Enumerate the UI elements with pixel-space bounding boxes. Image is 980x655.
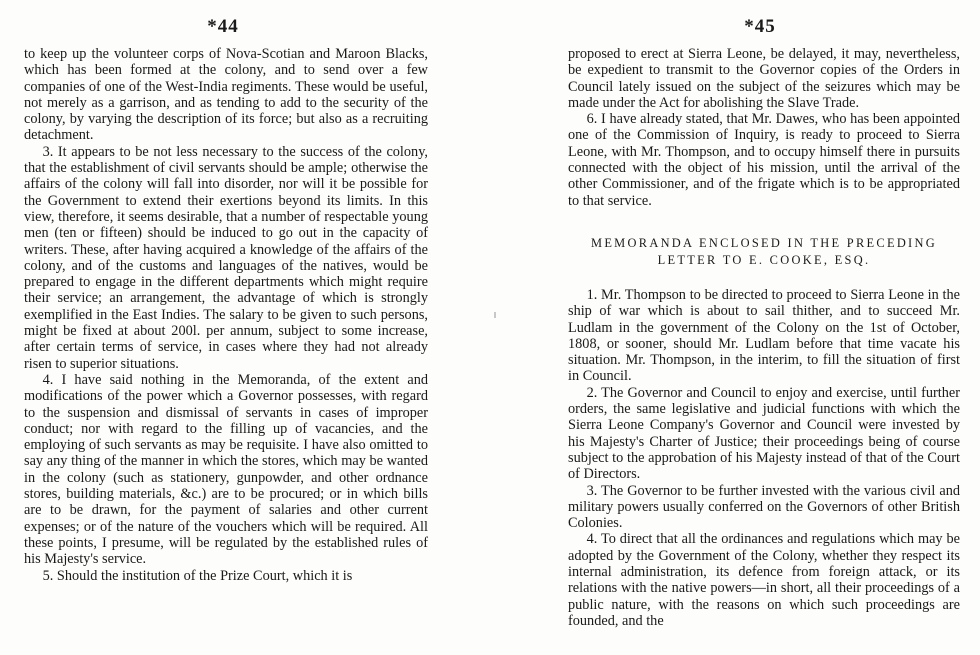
right-page — [560, 0, 960, 655]
paragraph: 1. Mr. Thompson to be directed to proceed to Sierra Leone in the ship of war which is about to sail thither, and to succeed Mr. Ludlam in the government of the Colony on the 1st of October, 1808, or sooner, should Mr. Ludlam before that time vacate his situation. Mr. Thompson, in the interim, to fill the situation of first in Council. — [568, 286, 960, 385]
paragraph: proposed to erect at Sierra Leone, be delayed, it may, nevertheless, be expedient to transmit to the Governor copies of the Orders in Council lately issued on the subject of the seizures which may be made under the Act for abolishing the Slave Trade. — [568, 46, 960, 111]
paragraph: 3. It appears to be not less necessary to the success of the colony, that the establishment of civil servants should be ample; otherwise the affairs of the colony will fall into disorder, nor will it be possible for the Government to extend their exertions beyond its limits. In this view, therefore, it seems desirable, that a number of respectable young men (ten or fifteen) should be induced to go out in the capacity of writers. These, after having acquired a knowledge of the affairs of the colony, and of the customs and languages of the natives, would be prepared to engage in the different departments which might require their service; an arrangement, the advantage of which is strongly exemplified in the East Indies. The salary to be given to such persons, might be fixed at about 200l. per annum, subject to some increase, after certain terms of service, in cases where they had not already risen to superior situations. — [24, 143, 428, 372]
section-heading — [568, 235, 960, 269]
page-body — [24, 46, 428, 584]
paragraph: 2. The Governor and Council to enjoy and exercise, until further orders, the same legislative and judicial functions with which the Sierra Leone Company's Governor and Council were invested by his Majesty's Charter of Justice; their proceedings being of course subject to the approbation of his Majesty instead of that of the Court of Directors. — [568, 384, 960, 483]
heading-line: MEMORANDA ENCLOSED IN THE PRECEDING — [591, 235, 937, 250]
paragraph: 3. The Governor to be further invested with the various civil and military powers usually conferred on the Governors of other British Colonies. — [568, 482, 960, 532]
left-page — [18, 0, 428, 655]
paragraph: to keep up the volunteer corps of Nova-Scotian and Maroon Blacks, which has been formed at the colony, and to send over a few companies of one of the West-India regiments. These would be useful, not merely as a garrison, and as tending to add to the security of the colony, by varying the description of its force; but also as a recruiting detachment. — [24, 46, 428, 144]
paragraph: 4. To direct that all the ordinances and regulations which may be adopted by the Government of the Colony, whether they respect its internal administration, its defence from foreign attack, or its relations with the native powers—in short, all their proceedings of a public nature, with the reasons on which such proceedings are founded, and the — [568, 531, 960, 629]
gutter-mark — [494, 312, 496, 318]
paragraph: 6. I have already stated, that Mr. Dawes, who has been appointed one of the Commission of Inquiry, is ready to proceed to Sierra Leone, with Mr. Thompson, and to occupy himself there in pursuits connected with the object of his mission, until the arrival of the other Commissioner, and of the frigate which is to be appropriated to that service. — [568, 111, 960, 209]
heading-line: LETTER TO E. COOKE, ESQ. — [657, 252, 871, 267]
page-number: *44 — [207, 16, 239, 37]
page-body — [568, 46, 960, 629]
paragraph: 4. I have said nothing in the Memoranda, of the extent and modifications of the power which a Governor possesses, with regard to the suspension and dismissal of servants in cases of improper conduct; nor with regard to the filling up of vacancies, and the employing of such servants as may be requisite. I have also omitted to say any thing of the manner in which the stores, which may be wanted in the colony (such as stationery, gunpowder, and other ordnance stores, building materials, &c.) are to be procured; or in which bills are to be drawn, for the payment of salaries and other current expenses; or of the nature of the vouchers which will be required. All these points, I presume, will be regulated by the established rules of his Majesty's service. — [24, 371, 428, 568]
paragraph: 5. Should the institution of the Prize Court, which it is — [42, 567, 353, 584]
page-number: *45 — [744, 16, 776, 37]
